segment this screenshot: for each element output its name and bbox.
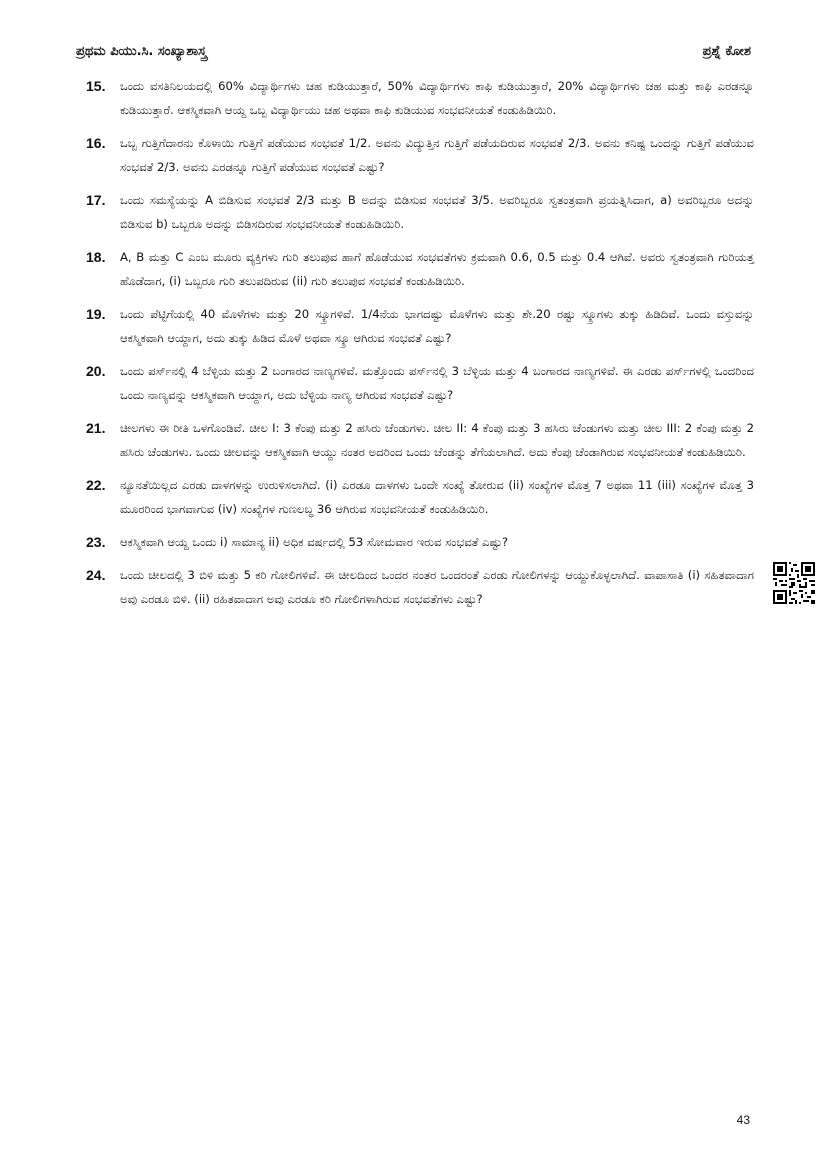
question-item [86,359,754,407]
question-text: A, B ಮತ್ತು C ಎಂಬ ಮೂರು ವ್ಯಕ್ತಿಗಳು ಗುರಿ ತಲುಪುವ ಹಾಗೆ ಹೊಡೆಯುವ ಸಂಭವತೆಗಳು ಕ್ರಮವಾಗಿ 0.6, 0.5 ಮತ್ತು 0.4 ಆಗಿವೆ. ಅವರು ಸ್ವತಂತ್ರವಾಗಿ ಗುರಿಯತ್ತ ಹೊಡೆದಾಗ, (i) ಒಬ್ಬರೂ ಗುರಿ ತಲುಪದಿರುವ (ii) ಗುರಿ ತಲುಪುವ ಸಂಭವತೆ ಕಂಡುಹಿಡಿಯಿರಿ. [120,250,754,288]
question-number: 18 . [86,245,105,269]
question-text: ಒಂದು ಪರ್ಸ್‌ನಲ್ಲಿ 4 ಬೆಳ್ಳಿಯ ಮತ್ತು 2 ಬಂಗಾರದ ನಾಣ್ಯಗಳಿವೆ. ಮತ್ತೊಂದು ಪರ್ಸ್‌ನಲ್ಲಿ 3 ಬೆಳ್ಳಿಯ ಮತ್ತು 4 ಬಂಗಾರದ ನಾಣ್ಯಗಳಿವೆ. ಈ ಎರಡು ಪರ್ಸ್‌ಗಳಲ್ಲಿ ಒಂದರಿಂದ ಒಂದು ನಾಣ್ಯವನ್ನು ಆಕಸ್ಮಿಕವಾಗಿ ಆಯ್ದಾಗ, ಅದು ಬೆಳ್ಳಿಯ ನಾಣ್ಯ ಆಗಿರುವ ಸಂಭವತೆ ಎಷ್ಟು? [120,364,754,402]
question-text: ಒಂದು ವಸತಿನಿಲಯದಲ್ಲಿ 60% ವಿದ್ಯಾರ್ಥಿಗಳು ಚಹ ಕುಡಿಯುತ್ತಾರೆ, 50% ವಿದ್ಯಾರ್ಥಿಗಳು ಕಾಫಿ ಕುಡಿಯುತ್ತಾರೆ, 20% ವಿದ್ಯಾರ್ಥಿಗಳು ಚಹ ಮತ್ತು ಕಾಫಿ ಎರಡನ್ನೂ ಕುಡಿಯುತ್ತಾರೆ. ಆಕಸ್ಮಿಕವಾಗಿ ಆಯ್ದ ಒಬ್ಬ ವಿದ್ಯಾರ್ಥಿಯು ಚಹ ಅಥವಾ ಕಾಫಿ ಕುಡಿಯುವ ಸಂಭವನೀಯತೆ ಕಂಡುಹಿಡಿಯಿರಿ. [120,79,754,117]
question-text: ಒಂದು ಸಮಸ್ಯೆಯನ್ನು A ಬಿಡಿಸುವ ಸಂಭವತೆ 2/3 ಮತ್ತು B ಅದನ್ನು ಬಿಡಿಸುವ ಸಂಭವತೆ 3/5. ಅವರಿಬ್ಬರೂ ಸ್ವತಂತ್ರವಾಗಿ ಪ್ರಯತ್ನಿಸಿದಾಗ, a) ಅವರಿಬ್ಬರೂ ಅದನ್ನು ಬಿಡಿಸುವ b) ಒಬ್ಬರೂ ಅದನ್ನು ಬಿಡಿಸದಿರುವ ಸಂಭವನೀಯತೆ ಕಂಡುಹಿಡಿಯಿರಿ. [120,193,754,231]
question-text: ಒಂದು ಚೀಲದಲ್ಲಿ 3 ಬಿಳಿ ಮತ್ತು 5 ಕರಿ ಗೋಲಿಗಳಿವೆ. ಈ ಚೀಲದಿಂದ ಒಂದರ ನಂತರ ಒಂದರಂತೆ ಎರಡು ಗೋಲಿಗಳನ್ನು ಆಯ್ದುಕೊಳ್ಳಲಾಗಿದೆ. ವಾಪಾಸಾತಿ (i) ಸಹಿತವಾದಾಗ ಅವು ಎರಡೂ ಬಿಳಿ. (ii) ರಹಿತವಾದಾಗ ಅವು ಎರಡೂ ಕರಿ ಗೋಲಿಗಳಾಗಿರುವ ಸಂಭವತೆಗಳು ಎಷ್ಟು? [120,568,754,606]
question-number: 19 . [86,302,105,326]
question-number: 17 . [86,188,105,212]
question-number: 22 . [86,473,105,497]
question-list [86,74,754,620]
qr-code-icon[interactable] [773,562,815,604]
question-item [86,473,754,521]
question-item [86,302,754,350]
question-text: ಚೀಲಗಳು ಈ ರೀತಿ ಒಳಗೊಂಡಿವೆ. ಚೀಲ I: 3 ಕೆಂಪು ಮತ್ತು 2 ಹಸಿರು ಚೆಂಡುಗಳು. ಚೀಲ II: 4 ಕೆಂಪು ಮತ್ತು 3 ಹಸಿರು ಚೆಂಡುಗಳು ಮತ್ತು ಚೀಲ III: 2 ಕೆಂಪು ಮತ್ತು 2 ಹಸಿರು ಚೆಂಡುಗಳು. ಒಂದು ಚೀಲವನ್ನು ಆಕಸ್ಮಿಕವಾಗಿ ಆಯ್ದು ನಂತರ ಅದರಿಂದ ಒಂದು ಚೆಂಡನ್ನು ತೆಗೆಯಲಾಗಿದೆ. ಅದು ಕೆಂಪು ಚೆಂಡಾಗಿರುವ ಸಂಭವನೀಯತೆ ಕಂಡುಹಿಡಿಯಿರಿ. [120,421,754,459]
question-item [86,188,754,236]
page-header [76,44,751,64]
question-text: ಒಂದು ಪೆಟ್ಟಿಗೆಯಲ್ಲಿ 40 ಮೊಳೆಗಳು ಮತ್ತು 20 ಸ್ಕ್ರೂಗಳಿವೆ. 1/4ನೆಯ ಭಾಗದಷ್ಟು ಮೊಳೆಗಳು ಮತ್ತು ಶೇ.20 ರಷ್ಟು ಸ್ಕ್ರೂಗಳು ತುಕ್ಕು ಹಿಡಿದಿವೆ. ಒಂದು ವಸ್ತುವನ್ನು ಆಕಸ್ಮಿಕವಾಗಿ ಆಯ್ದಾಗ, ಅದು ತುಕ್ಕು ಹಿಡಿದ ಮೊಳೆ ಅಥವಾ ಸ್ಕ್ರೂ ಆಗಿರುವ ಸಂಭವತೆ ಎಷ್ಟು? [120,307,754,345]
question-text: ಆಕಸ್ಮಿಕವಾಗಿ ಆಯ್ದ ಒಂದು i) ಸಾಮಾನ್ಯ ii) ಅಧಿಕ ವರ್ಷದಲ್ಲಿ 53 ಸೋಮವಾರ ಇರುವ ಸಂಭವತೆ ಎಷ್ಟು? [120,535,509,549]
question-item [86,416,754,464]
question-number: 20 . [86,359,105,383]
page-number: 43 [736,1113,750,1127]
question-number: 21 . [86,416,105,440]
question-number: 15 . [86,74,105,98]
question-number: 16 . [86,131,105,155]
question-item [86,530,754,554]
question-item [86,74,754,122]
question-text: ನ್ಯೂನತೆಯಿಲ್ಲದ ಎರಡು ದಾಳಗಳನ್ನು ಉರುಳಿಸಲಾಗಿದೆ. (i) ಎರಡೂ ದಾಳಗಳು ಒಂದೇ ಸಂಖ್ಯೆ ತೋರುವ (ii) ಸಂಖ್ಯೆಗಳ ಮೊತ್ತ 7 ಅಥವಾ 11 (iii) ಸಂಖ್ಯೆಗಳ ಮೊತ್ತ 3 ಮೂರರಿಂದ ಭಾಗವಾಗುವ (iv) ಸಂಖ್ಯೆಗಳ ಗುಣಲಬ್ಧ 36 ಆಗಿರುವ ಸಂಭವನೀಯತೆ ಕಂಡುಹಿಡಿಯಿರಿ. [120,478,754,516]
section-title: ಪ್ರಶ್ನೆ ಕೋಶ [702,44,751,59]
question-text: ಒಬ್ಬ ಗುತ್ತಿಗೆದಾರನು ಕೊಳಾಯಿ ಗುತ್ತಿಗೆ ಪಡೆಯುವ ಸಂಭವತೆ 1/2. ಅವನು ವಿದ್ಯುತ್ತಿನ ಗುತ್ತಿಗೆ ಪಡೆಯದಿರುವ ಸಂಭವತೆ 2/3. ಅವನು ಕನಿಷ್ಟ ಒಂದನ್ನು ಗುತ್ತಿಗೆ ಪಡೆಯುವ ಸಂಭವತೆ 2/3. ಅವನು ಎರಡನ್ನೂ ಗುತ್ತಿಗೆ ಪಡೆಯುವ ಸಂಭವತೆ ಎಷ್ಟು? [120,136,754,174]
book-title: ಪ್ರಥಮ ಪಿಯು.ಸಿ. ಸಂಖ್ಯಾಶಾಸ್ತ್ರ [76,44,207,59]
question-item [86,563,754,611]
question-number: 23 . [86,530,105,554]
question-item [86,245,754,293]
question-number: 24 . [86,563,105,587]
question-item [86,131,754,179]
